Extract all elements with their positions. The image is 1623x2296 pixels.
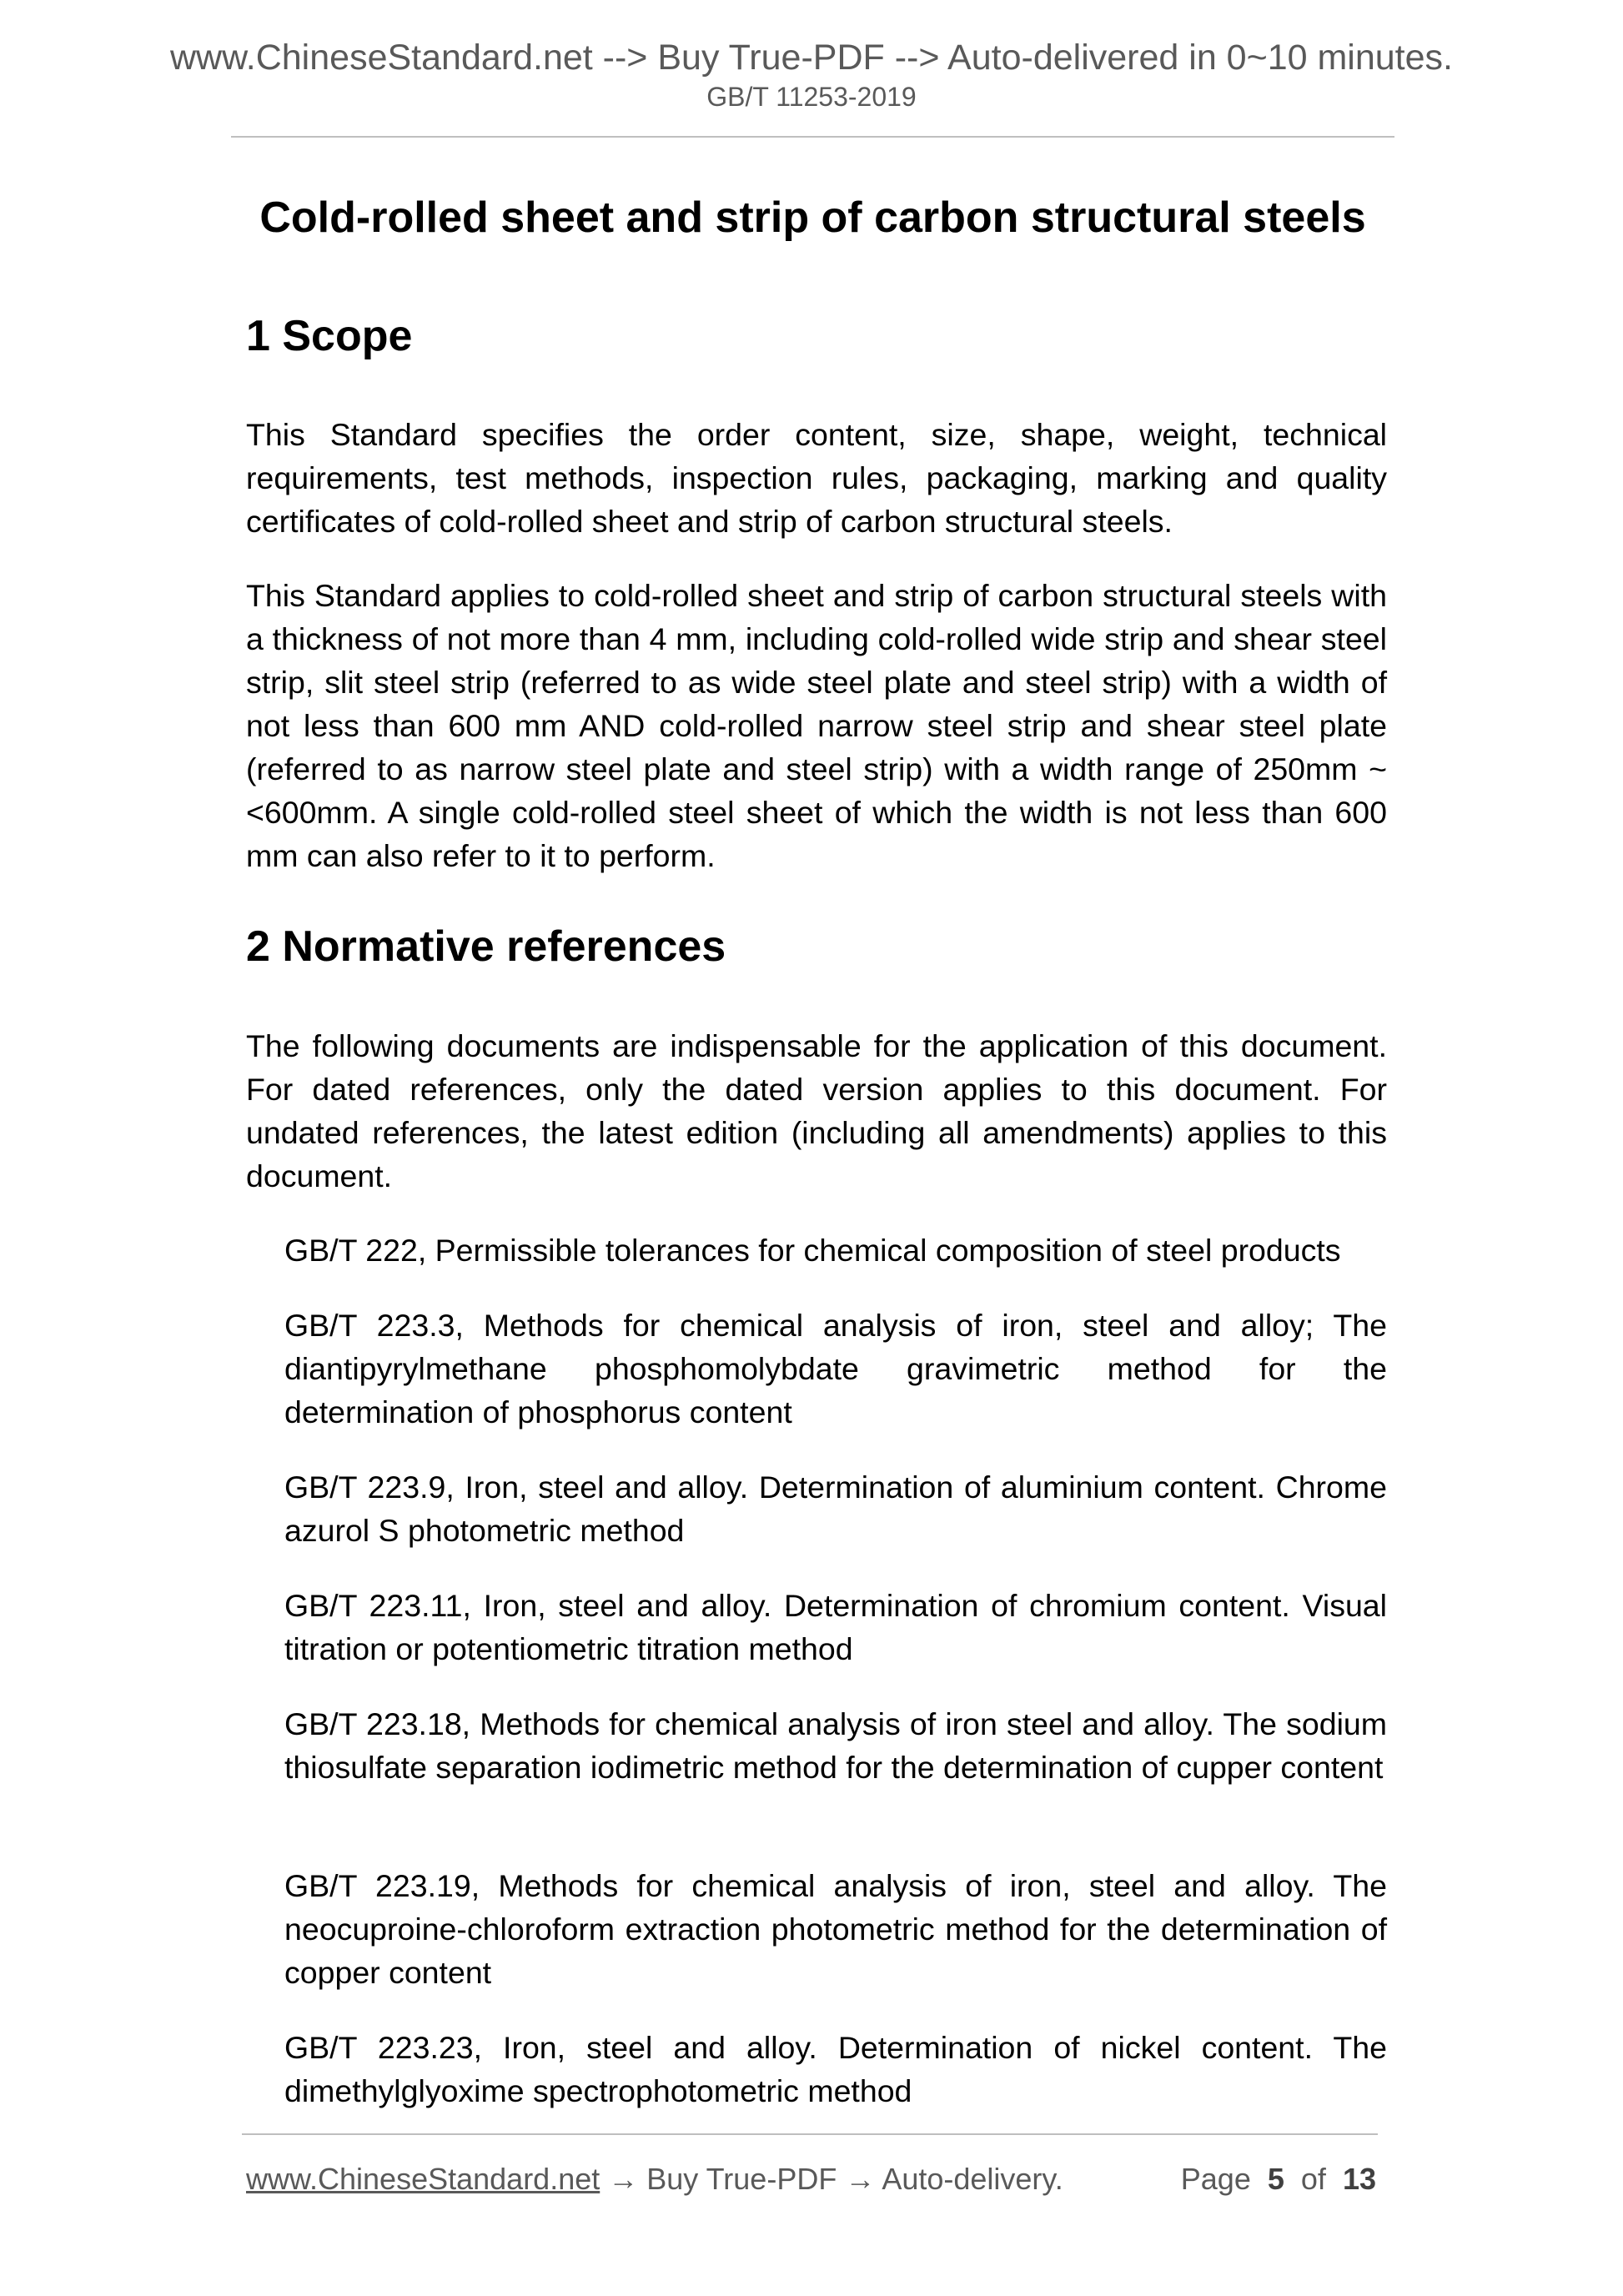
scope-paragraph-1: This Standard specifies the order content, size, shape, weight, technical requirements, test methods, inspection rules, packaging, marking and quality certificates of cold-rolled sheet and strip of carbon structural steels. bbox=[246, 417, 1387, 539]
reference-item: GB/T 223.23, Iron, steel and alloy. Determination of nickel content. The dimethylglyoxime spectrophotometric method bbox=[284, 2030, 1387, 2108]
page-indicator bbox=[1181, 2158, 1376, 2200]
total-pages-number: 13 bbox=[1342, 2162, 1376, 2196]
footer-tagline: → Buy True-PDF → Auto-delivery. bbox=[600, 2162, 1063, 2196]
section-heading-scope: 1 Scope bbox=[246, 312, 413, 360]
current-page-number: 5 bbox=[1267, 2162, 1284, 2196]
reference-item: GB/T 222, Permissible tolerances for chemical composition of steel products bbox=[284, 1233, 1341, 1268]
top-banner: www.ChineseStandard.net --> Buy True-PDF --> Auto-delivered in 0~10 minutes. bbox=[169, 38, 1453, 78]
reference-item: GB/T 223.3, Methods for chemical analysis of iron, steel and alloy; The diantipyrylmethane phosphomolybdate gravimetric method for the determination of phosphorus content bbox=[284, 1308, 1387, 1429]
reference-item: GB/T 223.18, Methods for chemical analysis of iron steel and alloy. The sodium thiosulfate separation iodimetric method for the determination of cupper content bbox=[284, 1706, 1387, 1785]
footer-site-link[interactable]: www.ChineseStandard.net bbox=[246, 2162, 600, 2196]
scope-paragraph-2: This Standard applies to cold-rolled sheet and strip of carbon structural steels with a thickness of not more than 4 mm, including cold-rolled wide strip and shear steel strip, slit steel strip (referred to as wide steel plate and steel strip) with a width of not less than 600 mm AND cold-rolled narrow steel strip and shear steel plate (referred to as narrow steel plate and steel strip) with a width range of 250mm ~ <600mm. A single cold-rolled steel sheet of which the width is not less than 600 mm can also refer to it to perform. bbox=[246, 578, 1387, 873]
references-intro: The following documents are indispensable for the application of this document. For dated references, only the dated version applies to this document. For undated references, the latest edition (including all amendments) applies to this document. bbox=[246, 1028, 1387, 1193]
document-title: Cold-rolled sheet and strip of carbon structural steels bbox=[259, 193, 1366, 242]
footer-divider bbox=[242, 2133, 1378, 2135]
page-label: Page bbox=[1180, 2162, 1251, 2196]
standard-number: GB/T 11253-2019 bbox=[706, 82, 917, 112]
section-heading-references: 2 Normative references bbox=[246, 922, 726, 971]
of-label: of bbox=[1300, 2162, 1326, 2196]
reference-item: GB/T 223.9, Iron, steel and alloy. Determination of aluminium content. Chrome azurol S photometric method bbox=[284, 1470, 1387, 1548]
reference-item: GB/T 223.11, Iron, steel and alloy. Determination of chromium content. Visual titration or potentiometric titration method bbox=[284, 1588, 1387, 1666]
reference-item: GB/T 223.19, Methods for chemical analysis of iron, steel and alloy. The neocuproine-chloroform extraction photometric method for the determination of copper content bbox=[284, 1868, 1387, 1990]
page-footer bbox=[246, 2158, 1376, 2200]
header-divider bbox=[231, 136, 1394, 138]
